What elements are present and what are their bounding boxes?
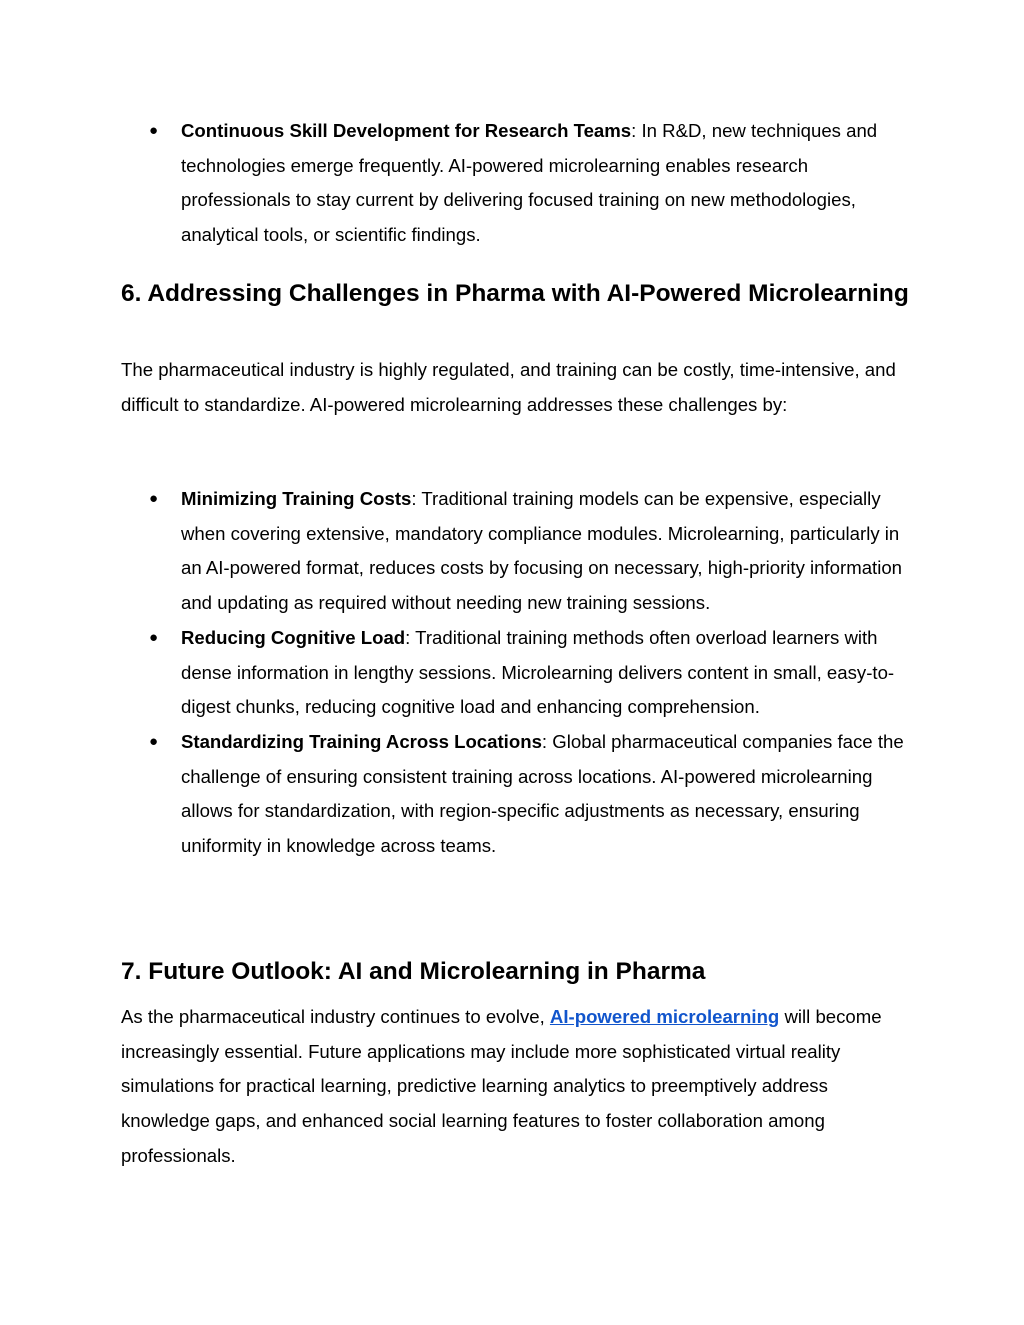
- section7-paragraph: [121, 1000, 911, 1174]
- section6-bullet-list: [121, 482, 911, 864]
- bullet-term: Minimizing Training Costs: [181, 488, 412, 509]
- list-item: [121, 621, 911, 725]
- bullet-icon: ●: [149, 628, 159, 646]
- ai-microlearning-link[interactable]: AI-powered microlearning: [549, 1006, 780, 1027]
- section6-intro: The pharmaceutical industry is highly regulated, and training can be costly, time-intensive, and difficult to standardize. AI-powered microlearning addresses these challenges by:: [121, 359, 896, 415]
- bullet-term: Reducing Cognitive Load: [181, 626, 406, 648]
- list-item: [121, 725, 911, 864]
- bullet-term: Standardizing Training Across Locations: [181, 730, 542, 752]
- bullet-text: : Global pharmaceutical companies face the challenge of ensuring consistent training across locations. AI-powered microlearning allows for standardization, with region-specific adjustments as necessary, ensuring uniformity in knowledge across teams.: [181, 730, 904, 857]
- list-item: [121, 482, 911, 621]
- section6-heading: 6. Addressing Challenges in Pharma with AI-Powered Microlearning: [121, 280, 909, 307]
- list-item: [121, 114, 911, 253]
- section7-heading: 7. Future Outlook: AI and Microlearning in Pharma: [121, 958, 706, 985]
- bullet-term: Continuous Skill Development for Research Teams: [181, 120, 632, 141]
- paragraph-text: As the pharmaceutical industry continues to evolve,: [121, 1006, 550, 1027]
- bullet-icon: ●: [149, 490, 159, 507]
- bullet-text: : Traditional training methods often overload learners with dense information in lengthy sessions. Microlearning delivers content in small, easy-to-digest chunks, reducing cognitive load and enhancing comprehension.: [181, 626, 895, 718]
- paragraph-text: will become increasingly essential. Future applications may include more sophisticated virtual reality simulations for practical learning, predictive learning analytics to preemptively address knowledge gaps, and enhanced social learning features to foster collaboration among professionals.: [121, 1006, 882, 1166]
- section5-bullet-list: [121, 114, 911, 253]
- bullet-text: : In R&D, new techniques and technologies emerge frequently. AI-powered microlearning enables research professionals to stay current by delivering focused training on new methodologies, analytical tools, or scientific findings.: [181, 120, 878, 246]
- bullet-icon: ●: [149, 732, 159, 750]
- bullet-icon: ●: [149, 122, 159, 139]
- bullet-text: : Traditional training models can be expensive, especially when covering extensive, mandatory compliance modules. Microlearning, particularly in an AI-powered format, reduces costs by focusing on necessary, high-priority information and updating as required without needing new training sessions.: [181, 488, 903, 614]
